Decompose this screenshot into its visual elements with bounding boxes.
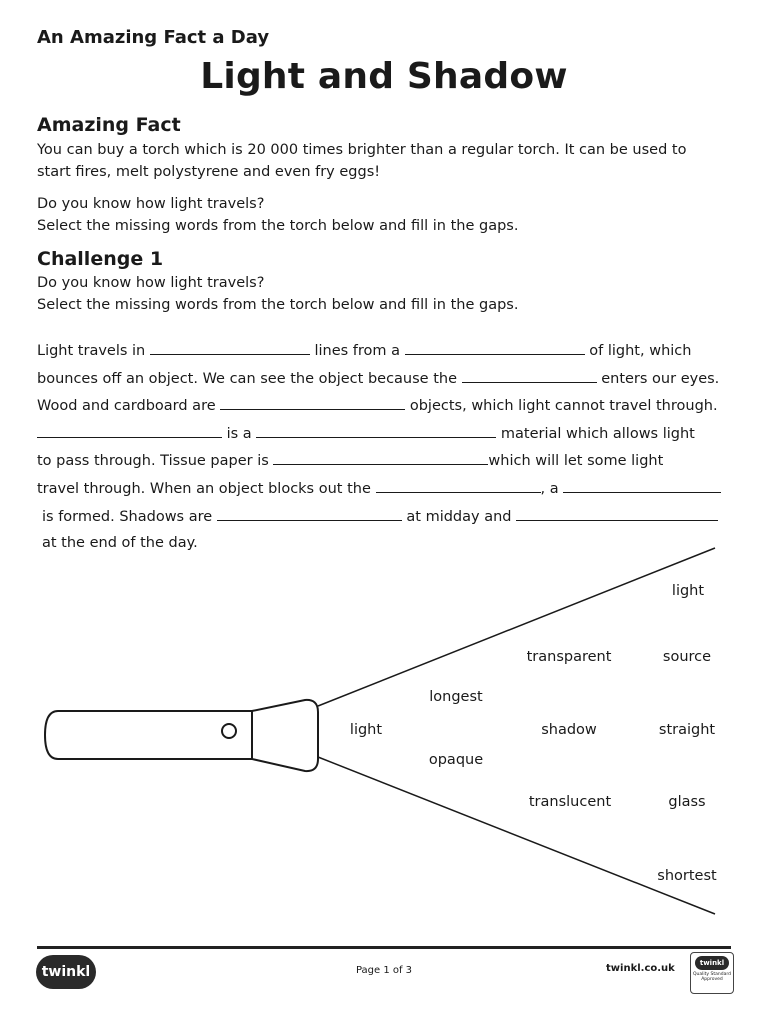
- word-source: source: [662, 649, 712, 665]
- series-title: An Amazing Fact a Day: [37, 27, 270, 48]
- blank-11[interactable]: [516, 505, 718, 521]
- word-opaque: opaque: [428, 752, 484, 768]
- gap-text: to pass through. Tissue paper is: [37, 453, 269, 469]
- site-link[interactable]: twinkl.co.uk: [606, 963, 675, 974]
- blank-9[interactable]: [563, 477, 721, 493]
- blank-2[interactable]: [405, 339, 585, 355]
- blank-1[interactable]: [150, 339, 310, 355]
- page-title: Light and Shadow: [200, 56, 568, 97]
- badge-text: Quality Standard Approved: [693, 972, 731, 982]
- word-transparent: transparent: [526, 649, 612, 665]
- badge-logo: twinkl: [695, 956, 729, 970]
- gap-line-2: [37, 367, 719, 389]
- blank-3[interactable]: [462, 367, 597, 383]
- blank-8[interactable]: [376, 477, 541, 493]
- gap-text: at the end of the day.: [42, 535, 198, 551]
- word-straight: straight: [658, 722, 716, 738]
- gap-text: Wood and cardboard are: [37, 398, 216, 414]
- fact-line-1: You can buy a torch which is 20 000 times brighter than a regular torch. It can be used to: [37, 142, 687, 158]
- quality-badge-icon: [690, 952, 734, 994]
- page-number: Page 1 of 3: [355, 965, 413, 976]
- gap-line-3: [37, 394, 718, 416]
- word-shadow: shadow: [541, 722, 597, 738]
- gap-line-7: [42, 505, 718, 527]
- torch-switch: [222, 724, 236, 738]
- gap-line-5: [37, 449, 663, 471]
- torch-icon: [45, 700, 318, 771]
- fact-question-1: Do you know how light travels?: [37, 196, 265, 212]
- gap-line-6: [37, 477, 721, 499]
- gap-text: of light, which: [589, 343, 692, 359]
- word-shortest: shortest: [657, 868, 717, 884]
- footer-divider: [37, 946, 731, 949]
- word-longest: longest: [429, 689, 483, 705]
- gap-text: material which allows light: [500, 426, 695, 442]
- twinkl-logo[interactable]: twinkl: [36, 955, 96, 989]
- fact-heading: Amazing Fact: [37, 114, 181, 136]
- fact-question-2: Select the missing words from the torch below and fill in the gaps.: [37, 218, 519, 234]
- gap-text: which will let some light: [488, 453, 664, 469]
- gap-text: at midday and: [406, 509, 512, 525]
- gap-text: is a: [226, 426, 252, 442]
- gap-text: , a: [540, 481, 559, 497]
- beam-bottom-line: [318, 757, 715, 914]
- gap-text: enters our eyes.: [601, 371, 720, 387]
- gap-line-4: [37, 422, 695, 444]
- blank-7[interactable]: [273, 449, 488, 465]
- gap-text: travel through. When an object blocks out the: [37, 481, 371, 497]
- gap-text: lines from a: [314, 343, 401, 359]
- torch-head: [252, 700, 318, 771]
- challenge-question-1: Do you know how light travels?: [37, 275, 265, 291]
- word-glass: glass: [668, 794, 706, 810]
- torch-handle: [45, 711, 252, 759]
- beam-top-line: [318, 548, 715, 706]
- fact-line-2: start fires, melt polystyrene and even fry eggs!: [37, 164, 381, 180]
- word-light-top: light: [671, 583, 705, 599]
- challenge-question-2: Select the missing words from the torch below and fill in the gaps.: [37, 297, 519, 313]
- gap-text: is formed. Shadows are: [42, 509, 213, 525]
- blank-4[interactable]: [220, 394, 405, 410]
- blank-5[interactable]: [37, 422, 222, 438]
- gap-text: bounces off an object. We can see the object because the: [37, 371, 457, 387]
- gap-line-1: [37, 339, 691, 361]
- word-light-mid: light: [349, 722, 383, 738]
- challenge-heading: Challenge 1: [37, 248, 164, 270]
- gap-text: Light travels in: [37, 343, 146, 359]
- gap-text: objects, which light cannot travel through.: [409, 398, 718, 414]
- blank-6[interactable]: [256, 422, 496, 438]
- blank-10[interactable]: [217, 505, 402, 521]
- word-translucent: translucent: [528, 794, 612, 810]
